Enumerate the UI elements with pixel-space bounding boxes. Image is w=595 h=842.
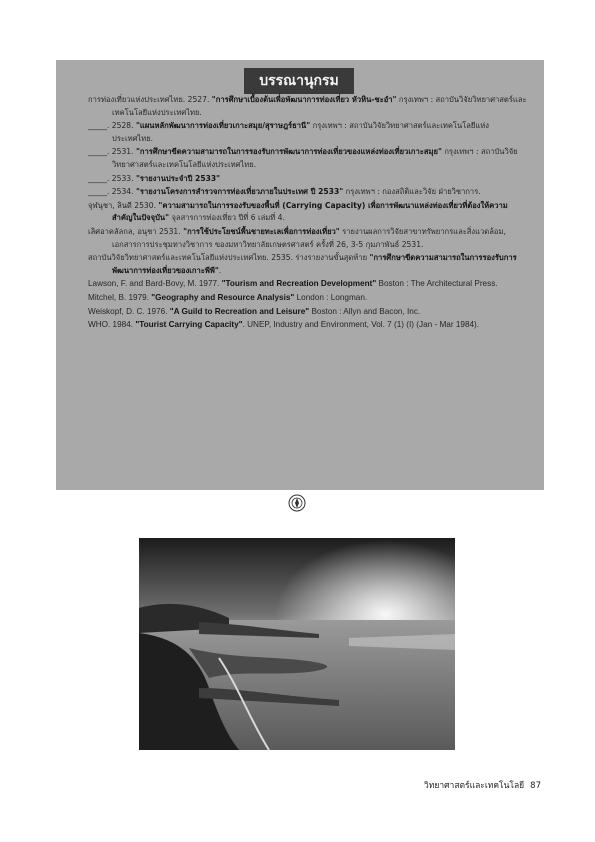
reference-title: "แผนหลักพัฒนาการท่องเที่ยวเกาะสมุย/สุราษฎร์ธานี" [135, 121, 311, 131]
reference-entry [88, 252, 528, 277]
coastal-landscape-photo [139, 538, 455, 750]
reference-list [88, 94, 528, 332]
reference-entry [88, 200, 528, 225]
reference-author: สถาบันวิจัยวิทยาศาสตร์และเทคโนโลยีแห่งประเทศไทย. 2535. ร่างรายงานขั้นสุดท้าย [88, 253, 370, 263]
reference-author: Mitchel, B. 1979. [88, 292, 152, 302]
reference-author: จุฬนุชา, ลินดี 2530. [88, 200, 159, 210]
reference-title: "Tourist Carrying Capacity" [135, 320, 243, 330]
reference-details: . UNEP, Industry and Environment, Vol. 7 (1) (I) (Jan - Mar 1984). [242, 320, 480, 330]
reference-entry [88, 226, 528, 251]
section-title: บรรณานุกรม [244, 68, 354, 94]
reference-entry [88, 120, 528, 145]
page-number: 87 [530, 781, 541, 791]
reference-author: Lawson, F. and Bard-Bovy, M. 1977. [88, 279, 222, 289]
reference-title: "การศึกษาเบื้องต้นเพื่อพัฒนาการท่องเที่ยว หัวหิน-ชะอำ" [211, 95, 397, 104]
emblem-icon [288, 494, 306, 512]
reference-details: จุลสารการท่องเที่ยว ปีที่ 6 เล่มที่ 4. [169, 213, 285, 223]
reference-author: Weiskopf, D. C. 1976. [88, 306, 170, 316]
reference-title: "การใช้ประโยชน์พื้นชายทะเลเพื่อการท่องเที่ยว" [183, 226, 340, 236]
page-footer [424, 778, 541, 792]
reference-entry [88, 186, 528, 199]
reference-author: WHO. 1984. [88, 320, 136, 330]
reference-title: "รายงานโครงการสำรวจการท่องเที่ยวภายในประเทศ ปี 2533" [135, 187, 344, 197]
reference-author: _____. 2528. [88, 121, 136, 131]
bibliography-panel [56, 60, 544, 490]
reference-details: กรุงเทพฯ : สถาบันวิจัยวิทยาศาสตร์และเทคโนโลยีแห่งประเทศไทย. [112, 147, 518, 169]
reference-details: รายงานผลการวิจัยสาขาทรัพยากรและสิ่งแวดล้อม, เอกสารการประชุมทางวิชาการ ของมหาวิทยาลัยเกษตรศาสตร์ ครั้งที่ 26, 3-5 กุมภาพันธ์ 2531. [112, 226, 506, 249]
reference-details: Boston : Allyn and Bacon, Inc. [309, 306, 421, 316]
reference-title: "Tourism and Recreation Development" [221, 279, 377, 289]
reference-details: London : Longman. [294, 292, 368, 302]
reference-entry [88, 319, 528, 332]
reference-details: กรุงเทพฯ : สถาบันวิจัยวิทยาศาสตร์และเทคโนโลยีแห่งประเทศไทย. [112, 121, 489, 143]
reference-entry [88, 173, 528, 186]
reference-entry [88, 146, 528, 171]
reference-title: "A Guild to Recreation and Leisure" [169, 306, 310, 316]
reference-details: . [218, 265, 222, 275]
reference-title: "ความสามารถในการรองรับของพื้นที่ (Carrying Capacity) เพื่อการพัฒนาแหล่งท่องเที่ยวที่ต้องให้ความสำคัญในปัจจุบัน" [112, 200, 508, 223]
reference-title: "Geography and Resource Analysis" [151, 292, 295, 302]
reference-details: กรุงเทพฯ : สถาบันวิจัยวิทยาศาสตร์และเทคโนโลยีแห่งประเทศไทย. [112, 95, 527, 117]
reference-author: _____. 2533. [88, 173, 136, 183]
reference-title: "การศึกษาขีดความสามารถในการรองรับการพัฒนาการท่องเที่ยวของเกาะพีพี" [112, 253, 517, 275]
reference-details: กรุงเทพฯ : กองสถิติและวิจัย ฝ่ายวิชาการ. [343, 187, 481, 197]
reference-entry [88, 278, 528, 291]
reference-author: _____. 2531. [88, 147, 136, 157]
reference-entry [88, 306, 528, 319]
reference-author: เลิศอาคลัลกล, อนุชา 2531. [88, 226, 184, 236]
reference-author: การท่องเที่ยวแห่งประเทศไทย. 2527. [88, 95, 212, 104]
reference-title: "รายงานประจำปี 2533" [135, 173, 221, 183]
reference-title: "การศึกษาขีดความสามารถในการรองรับการพัฒนาการท่องเที่ยวของแหล่งท่องเที่ยวเกาะสมุย" [135, 147, 442, 157]
photo-image [139, 538, 455, 750]
footer-text: วิทยาศาสตร์และเทคโนโลยี [424, 781, 525, 791]
reference-entry [88, 94, 528, 119]
reference-author: _____. 2534. [88, 187, 136, 197]
reference-entry [88, 292, 528, 305]
reference-details: Boston : The Architectural Press. [376, 279, 498, 289]
